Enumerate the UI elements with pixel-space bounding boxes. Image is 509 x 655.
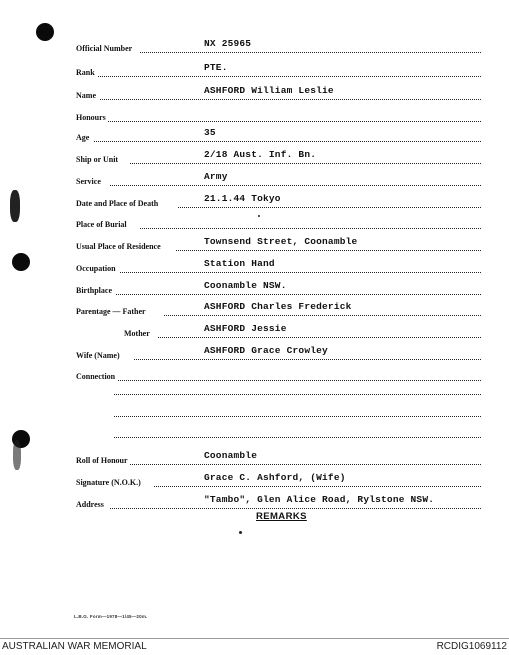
field-label: Rank — [76, 68, 95, 77]
field-dotted-line — [110, 508, 481, 509]
field-dotted-line — [178, 207, 481, 208]
field-label: Signature (N.O.K.) — [76, 478, 141, 487]
field-row — [0, 109, 509, 127]
footer-bar — [0, 638, 509, 655]
field-row — [0, 474, 509, 492]
field-label: Official Number — [76, 44, 133, 53]
form-print-code: L.B.G. Form—1978—1/45—20m. — [74, 614, 148, 619]
field-dotted-line — [98, 76, 481, 77]
footer-institution: AUSTRALIAN WAR MEMORIAL — [2, 641, 147, 652]
field-label: Birthplace — [76, 286, 112, 295]
field-dotted-line — [130, 464, 481, 465]
field-dotted-line — [118, 380, 481, 381]
footer-record-id: RCDIG1069112 — [436, 641, 507, 652]
field-row — [0, 87, 509, 105]
field-row — [0, 347, 509, 365]
field-row — [0, 216, 509, 234]
field-row — [0, 195, 509, 213]
connection-line — [114, 394, 481, 395]
field-dotted-line — [130, 163, 481, 164]
field-row — [0, 129, 509, 147]
field-label: Parentage — Father — [76, 307, 146, 316]
field-row — [0, 452, 509, 470]
field-value: ASHFORD Jessie — [204, 323, 287, 334]
field-value: Army — [204, 171, 228, 182]
field-value: PTE. — [204, 62, 228, 73]
field-row — [0, 64, 509, 82]
field-row — [0, 368, 509, 386]
field-label: Wife (Name) — [76, 351, 120, 360]
field-row — [0, 496, 509, 514]
field-row — [0, 173, 509, 191]
burial-dot — [258, 215, 260, 217]
field-dotted-line — [134, 359, 481, 360]
field-value: 2/18 Aust. Inf. Bn. — [204, 149, 317, 160]
field-dotted-line — [158, 337, 481, 338]
field-dotted-line — [120, 272, 481, 273]
field-dotted-line — [164, 315, 481, 316]
field-value: ASHFORD Grace Crowley — [204, 345, 328, 356]
field-row — [0, 325, 509, 343]
field-dotted-line — [176, 250, 481, 251]
field-dotted-line — [140, 228, 481, 229]
field-value: Grace C. Ashford, (Wife) — [204, 472, 346, 483]
field-label: Connection — [76, 372, 116, 381]
field-value: NX 25965 — [204, 38, 252, 49]
remarks-dot — [239, 531, 242, 534]
field-row — [0, 282, 509, 300]
field-label: Service — [76, 177, 101, 186]
field-row — [0, 151, 509, 169]
field-dotted-line — [94, 141, 481, 142]
field-dotted-line — [100, 99, 481, 100]
field-value: "Tambo", Glen Alice Road, Rylstone NSW. — [204, 494, 435, 505]
connection-line — [114, 416, 481, 417]
field-dotted-line — [154, 486, 481, 487]
field-value: Coonamble — [204, 450, 258, 461]
field-value: ASHFORD Charles Frederick — [204, 301, 352, 312]
field-label: Occupation — [76, 264, 116, 273]
field-label: Address — [76, 500, 104, 509]
field-dotted-line — [110, 185, 481, 186]
field-value: 21.1.44 Tokyo — [204, 193, 281, 204]
remarks-heading: REMARKS — [256, 511, 307, 522]
field-label: Date and Place of Death — [76, 199, 159, 208]
field-row — [0, 260, 509, 278]
field-dotted-line — [140, 52, 481, 53]
field-label: Usual Place of Residence — [76, 242, 161, 251]
field-label: Age — [76, 133, 90, 142]
field-value: ASHFORD William Leslie — [204, 85, 334, 96]
field-label: Mother — [124, 329, 150, 338]
punch-hole-top — [36, 23, 54, 41]
field-row — [0, 40, 509, 58]
field-dotted-line — [108, 121, 481, 122]
field-dotted-line — [116, 294, 481, 295]
field-label: Place of Burial — [76, 220, 127, 229]
field-row — [0, 238, 509, 256]
field-value: 35 — [204, 127, 216, 138]
field-label: Roll of Honour — [76, 456, 128, 465]
field-label: Ship or Unit — [76, 155, 119, 164]
connection-line — [114, 437, 481, 438]
field-label: Name — [76, 91, 96, 100]
field-value: Townsend Street, Coonamble — [204, 236, 358, 247]
field-row — [0, 303, 509, 321]
field-value: Coonamble NSW. — [204, 280, 287, 291]
field-label: Honours — [76, 113, 106, 122]
field-value: Station Hand — [204, 258, 275, 269]
